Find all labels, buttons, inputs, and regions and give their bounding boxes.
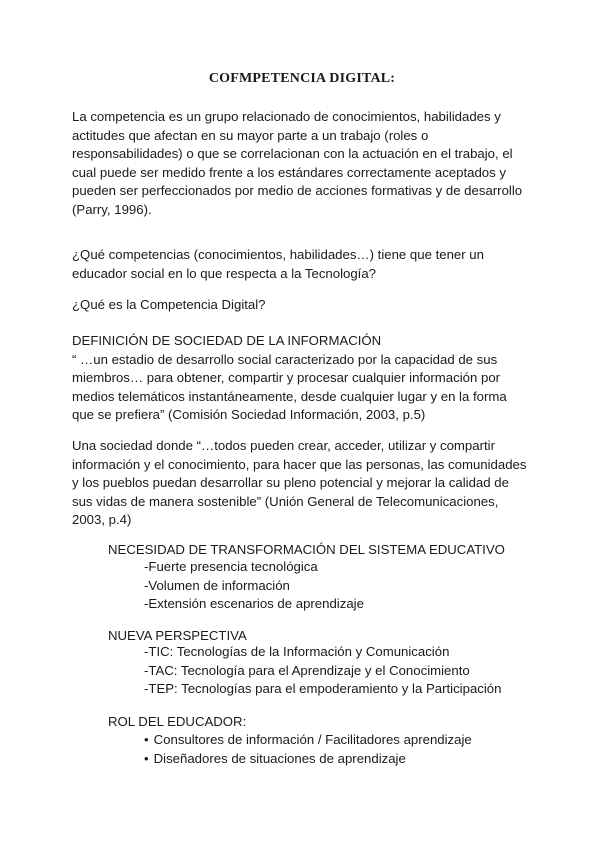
- list-item: -TAC: Tecnología para el Aprendizaje y el Conocimiento: [144, 662, 470, 678]
- section-heading: DEFINICIÓN DE SOCIEDAD DE LA INFORMACIÓN: [72, 333, 382, 348]
- list-item-text: Consultores de información / Facilitadores aprendizaje: [153, 732, 472, 747]
- list-item: -TEP: Tecnologías para el empoderamiento y la Participación: [144, 681, 502, 696]
- question-paragraph: ¿Qué es la Competencia Digital?: [72, 297, 266, 312]
- list-item: [144, 750, 534, 769]
- intro-paragraph: La competencia es un grupo relacionado de conocimientos, habilidades y actitudes que afectan en su mayor parte a un trabajo (roles o responsabilidades) o que se correlacionan con la actuación en el trabajo, el cual puede ser medido frente a los estándares correctamente aceptados y pueden ser perfeccionados por medio de acciones formativas y de desarrollo (Parry, 1996).: [72, 109, 523, 217]
- perspective-list: [144, 643, 534, 699]
- list-item: -Fuerte presencia tecnológica: [144, 559, 318, 574]
- society-paragraph: Una sociedad donde “…todos pueden crear, acceder, utilizar y compartir información y el conocimiento, para hacer que las personas, las comunidades y los pueblos puedan desarrollar su pleno potencial y mejorar la calidad de sus vidas de manera sostenible” (Unión General de Telecomunicaciones, 2003, p.4): [72, 438, 527, 527]
- list-item-text: Diseñadores de situaciones de aprendizaje: [153, 750, 406, 766]
- question-paragraph: ¿Qué competencias (conocimientos, habilidades…) tiene que tener un educador social en lo que respecta a la Tecnología?: [72, 247, 484, 281]
- list-item: -TIC: Tecnologías de la Información y Comunicación: [144, 644, 450, 659]
- role-list: [144, 731, 534, 768]
- transformation-list: [144, 558, 534, 614]
- section-heading: NUEVA PERSPECTIVA: [108, 628, 247, 643]
- section-heading: NECESIDAD DE TRANSFORMACIÓN DEL SISTEMA EDUCATIVO: [108, 542, 505, 557]
- list-item: -Volumen de información: [144, 577, 290, 593]
- document-title: COFMPETENCIA DIGITAL:: [208, 71, 396, 86]
- definition-section: [72, 332, 532, 425]
- list-item: [144, 731, 534, 750]
- quote-paragraph: “ …un estadio de desarrollo social caracterizado por la capacidad de sus miembros… para obtener, compartir y procesar cualquier información por medios telemáticos instantáneamente, desde cualquier lugar y en la forma que se prefiera” (Comisión Sociedad Información, 2003, p.5): [72, 351, 507, 422]
- list-item: -Extensión escenarios de aprendizaje: [144, 596, 364, 611]
- section-heading: ROL DEL EDUCADOR:: [108, 714, 247, 729]
